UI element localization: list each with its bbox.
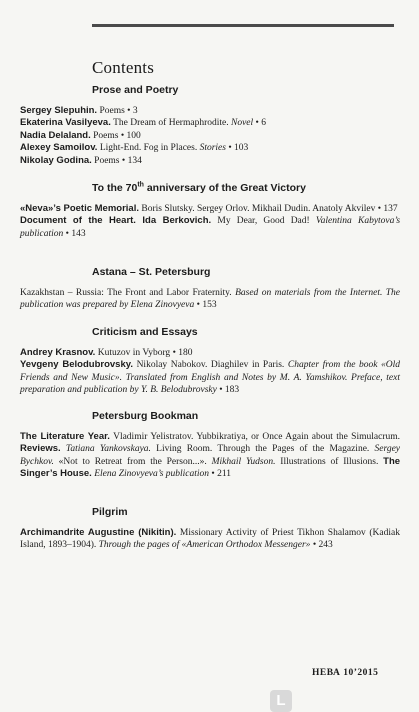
entry-title: Missionary Activity of Priest Tikhon Shalamov (Kadiak Island, 1893–1904). — [20, 528, 400, 551]
entry-reviewer: Sergey Bychkov. — [20, 444, 401, 467]
entry-author: Andrey Krasnov. — [20, 347, 96, 358]
toc-entry[interactable]: Andrey Krasnov. Kutuzov in Vyborg • 180 — [20, 347, 193, 358]
entry-publication: Based on materials from the Internet. The publication was prepared by Elena Zinovyeva — [20, 288, 400, 311]
entry-publication: Through the pages of «American Orthodox Messenger» — [98, 540, 311, 551]
section-title: Astana – St. Petersburg — [92, 266, 211, 278]
toc-entry[interactable]: Sergey Slepuhin. Poems • 3 — [20, 105, 138, 116]
entry-author: Ekaterina Vasilyeva. — [20, 117, 111, 129]
entry-title: Light-End. Fog in Places. — [99, 143, 198, 154]
entry-title: Kazakhstan – Russia: The Front and Labor Fraternity. — [20, 288, 232, 298]
toc-entry[interactable]: Document of the Heart. Ida Berkovich. My Dear, Good Dad! Valentina Kabytova’s publication • 143 — [20, 215, 401, 239]
toc-entry[interactable]: Ekaterina Vasilyeva. The Dream of Hermaphrodite. Novel • 6 — [20, 117, 266, 129]
entry-page: 137 — [383, 204, 398, 214]
entry-publication: Chapter from the book «Old Friends and New Music». Translated from English and Notes by M. A. Yamshikov. Preface, text preparation and publication by Y. B. Belodubrovsky — [20, 360, 401, 396]
page-title: Contents — [92, 58, 155, 77]
entry-page: 143 — [71, 228, 86, 239]
toc-entry[interactable]: «Neva»’s Poetic Memorial. Boris Slutsky. Sergey Orlov. Mikhail Dudin. Anatoly Akvilev • 137 — [20, 203, 398, 214]
entry-page: 183 — [224, 385, 240, 396]
entry-author: Nikolay Godina. — [20, 154, 92, 166]
entry-reviewer: Tatiana Yankovskaya. — [65, 444, 151, 455]
entry-title: Nikolay Nabokov. Diaghilev in Paris. — [136, 360, 285, 371]
entry-title: My Dear, Good Dad! — [217, 216, 310, 227]
entry-author: «Neva»’s Poetic Memorial. — [20, 203, 139, 214]
toc-entry[interactable]: Nadia Delaland. Poems • 100 — [20, 129, 141, 141]
section-great-victory — [20, 182, 400, 240]
entry-page: 134 — [127, 155, 142, 166]
section-title-rest: anniversary of the Great Victory — [143, 182, 306, 194]
entry-title: Kutuzov in Vyborg — [97, 348, 171, 358]
section-title: Petersburg Bookman — [92, 410, 199, 422]
section-title: Pilgrim — [92, 506, 128, 518]
entry-publication: Elena Zinovyeva’s publication — [94, 469, 210, 480]
entry-page: 153 — [202, 300, 217, 311]
watermark-logo: L — [270, 690, 292, 712]
toc-entry[interactable]: The Literature Year. Vladimir Yelistratov. Yubbikratiya, or Once Again about the Simulacrum. Reviews. Tatiana Yankovskaya. Living Room. Through the Pages of the Magazine. Sergey Bychkov. «Not to Retreat from the Person...». Mikhail Yudson. Illustrations of Illusions. The Singer’s House. Elena Zinovyeva’s publication • 211 — [20, 431, 401, 480]
entry-genre: Stories — [199, 143, 226, 154]
entry-page: 103 — [234, 143, 249, 154]
section-title-sup: th — [137, 181, 144, 189]
entry-page: 243 — [318, 540, 333, 551]
entry-page: 211 — [217, 469, 232, 480]
entry-author: Alexey Samoilov. — [20, 142, 98, 154]
section-title: Prose and Poetry — [92, 84, 179, 96]
section-prose-poetry — [20, 84, 400, 167]
section-astana — [20, 266, 400, 312]
entry-genre: Novel — [230, 118, 254, 129]
entry-reviewer: Mikhail Yudson. — [211, 456, 276, 467]
entry-title: Living Room. Through the Pages of the Magazine. — [156, 444, 370, 455]
section-title: Criticism and Essays — [92, 326, 198, 338]
toc-entry[interactable]: Alexey Samoilov. Light-End. Fog in Places. Stories • 103 — [20, 142, 249, 154]
section-pilgrim — [20, 506, 400, 552]
entry-author: Yevgeny Belodubrovsky. — [20, 359, 133, 371]
toc-entry[interactable]: Yevgeny Belodubrovsky. Nikolay Nabokov. Diaghilev in Paris. Chapter from the book «Old Friends and New Music». Translated from English and Notes by M. A. Yamshikov. Preface, text preparation and publication by Y. B. Belodubrovsky • 183 — [20, 359, 401, 396]
entry-page: 100 — [126, 130, 141, 141]
entry-author: Archimandrite Augustine (Nikitin). — [20, 527, 177, 538]
section-criticism — [20, 326, 400, 397]
entry-title: Poems — [93, 130, 119, 141]
entry-author: Sergey Slepuhin. — [20, 105, 98, 116]
toc-entry[interactable]: Nikolay Godina. Poems • 134 — [20, 154, 142, 166]
entry-page: 180 — [178, 348, 193, 358]
entry-page: 3 — [132, 106, 138, 116]
entry-title: Poems — [94, 155, 120, 166]
entry-author: Nadia Delaland. — [20, 129, 91, 141]
entry-author: Document of the Heart. Ida Berkovich. — [20, 215, 212, 227]
toc-entry[interactable]: Kazakhstan – Russia: The Front and Labor Fraternity. Based on materials from the Internet. The publication was prepared by Elena Zinovyeva • 153 — [20, 288, 400, 311]
entry-title: Poems — [99, 106, 125, 116]
toc-entry[interactable]: Archimandrite Augustine (Nikitin). Missionary Activity of Priest Tikhon Shalamov (Kadiak Island, 1893–1904). Through the pages of «American Orthodox Messenger» • 243 — [20, 527, 400, 551]
section-bookman — [20, 410, 400, 481]
footer-magazine-issue: НЕВА 10’2015 — [312, 668, 379, 678]
entry-title: The Dream of Hermaphrodite. — [113, 118, 229, 129]
entry-title: Boris Slutsky. Sergey Orlov. Mikhail Dudin. Anatoly Akvilev — [141, 204, 376, 214]
entry-title: «Not to Retreat from the Person...». — [58, 456, 207, 467]
entry-rubric: Reviews. — [20, 443, 61, 455]
entry-publication: Valentina Kabytova’s publication — [20, 216, 401, 239]
entry-title: Vladimir Yelistratov. Yubbikratiya, or Once Again about the Simulacrum. — [113, 432, 400, 442]
entry-title: Illustrations of Illusions. — [280, 456, 379, 467]
section-title — [92, 182, 400, 194]
entry-rubric: The Singer’s House. — [20, 455, 401, 480]
section-title-main: To the 70 — [92, 182, 138, 194]
entry-page: 6 — [261, 118, 266, 129]
entry-author: The Literature Year. — [20, 431, 110, 442]
top-rule — [92, 24, 394, 27]
